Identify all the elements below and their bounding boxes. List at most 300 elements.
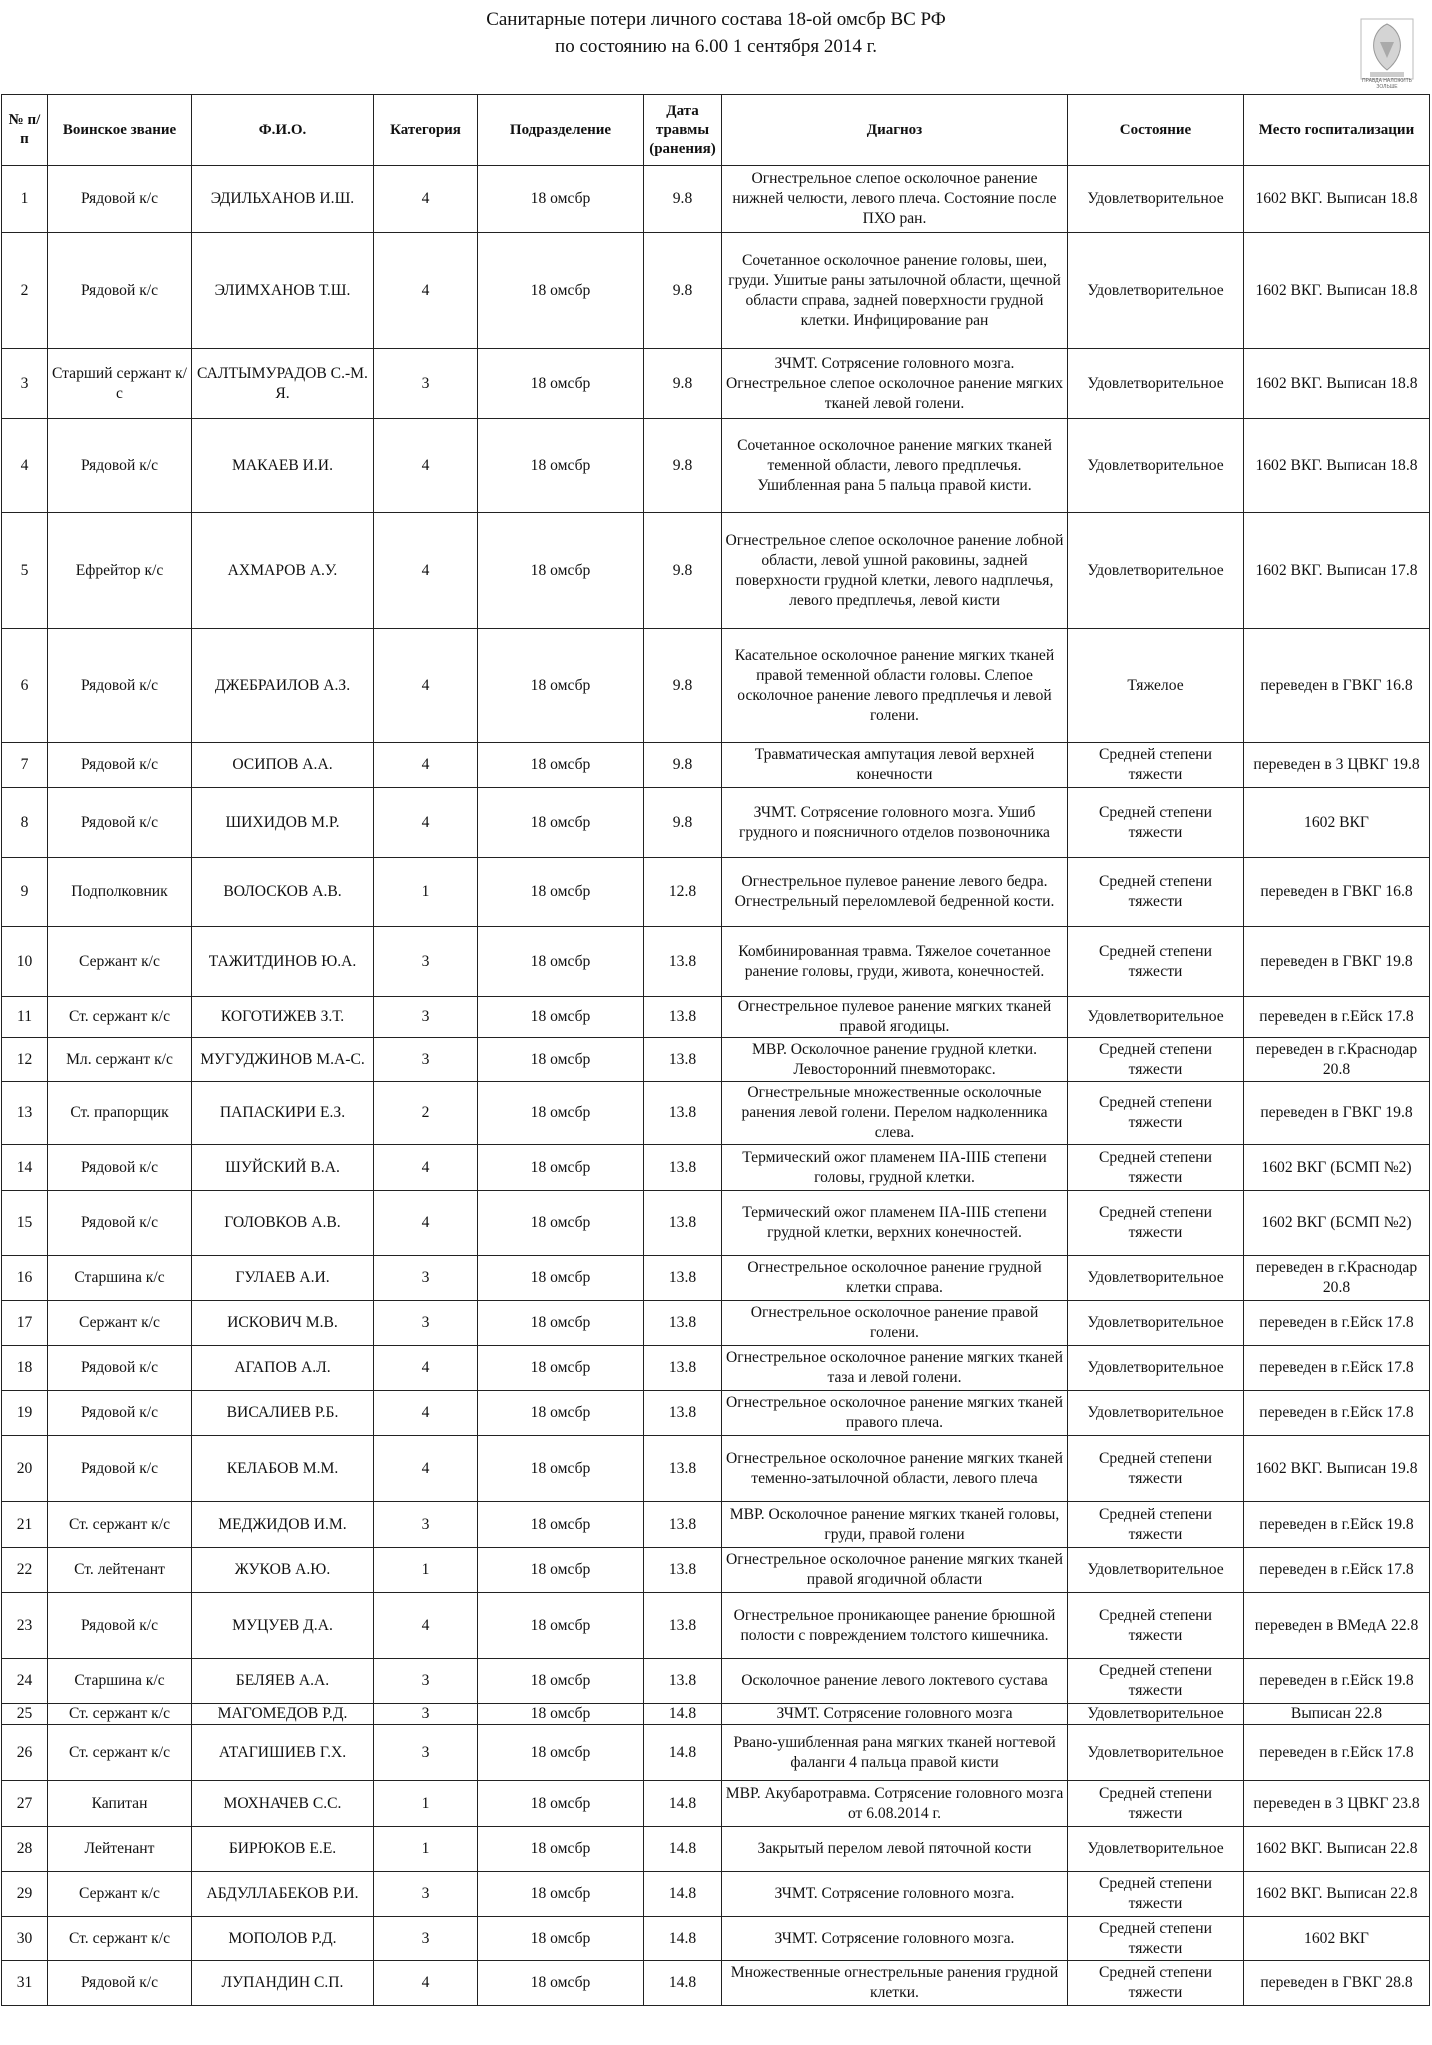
cell-diagnosis: Огнестрельное осколочное ранение мягких тканей теменно-затылочной области, левого плеча bbox=[722, 1436, 1068, 1502]
cell-date: 13.8 bbox=[644, 1502, 722, 1548]
cell-date: 9.8 bbox=[644, 629, 722, 743]
cell-diagnosis: Огнестрельное проникающее ранение брюшной полости с повреждением толстого кишечника. bbox=[722, 1593, 1068, 1659]
cell-date: 13.8 bbox=[644, 1082, 722, 1145]
cell-num: 10 bbox=[2, 927, 48, 997]
cell-diagnosis: Огнестрельное осколочное ранение мягких тканей правой ягодичной области bbox=[722, 1548, 1068, 1593]
cell-hospital: 1602 ВКГ. Выписан 18.8 bbox=[1244, 349, 1430, 419]
cell-date: 13.8 bbox=[644, 1145, 722, 1191]
cell-name: МАГОМЕДОВ Р.Д. bbox=[192, 1704, 374, 1725]
table-row bbox=[2, 349, 1430, 419]
col-header-diagnosis: Диагноз bbox=[722, 95, 1068, 166]
cell-name: ВОЛОСКОВ А.В. bbox=[192, 858, 374, 927]
cell-num: 26 bbox=[2, 1725, 48, 1781]
cell-hospital: переведен в 3 ЦВКГ 19.8 bbox=[1244, 743, 1430, 788]
cell-name: АХМАРОВ А.У. bbox=[192, 513, 374, 629]
col-header-num: № п/п bbox=[2, 95, 48, 166]
cell-unit: 18 омсбр bbox=[478, 1082, 644, 1145]
cell-condition: Тяжелое bbox=[1068, 629, 1244, 743]
cell-rank: Ст. сержант к/с bbox=[48, 1704, 192, 1725]
table-row bbox=[2, 1827, 1430, 1872]
cell-rank: Рядовой к/с bbox=[48, 1593, 192, 1659]
cell-date: 14.8 bbox=[644, 1917, 722, 1961]
cell-date: 13.8 bbox=[644, 1038, 722, 1082]
cell-condition: Удовлетворительное bbox=[1068, 997, 1244, 1038]
table-row bbox=[2, 788, 1430, 858]
cell-num: 11 bbox=[2, 997, 48, 1038]
cell-diagnosis: Рвано-ушибленная рана мягких тканей ногтевой фаланги 4 пальца правой кисти bbox=[722, 1725, 1068, 1781]
cell-name: БЕЛЯЕВ А.А. bbox=[192, 1659, 374, 1704]
cell-num: 19 bbox=[2, 1391, 48, 1436]
cell-name: КОГОТИЖЕВ З.Т. bbox=[192, 997, 374, 1038]
cell-diagnosis: Огнестрельное осколочное ранение мягких тканей таза и левой голени. bbox=[722, 1346, 1068, 1391]
table-row bbox=[2, 1038, 1430, 1082]
cell-name: МЕДЖИДОВ И.М. bbox=[192, 1502, 374, 1548]
cell-condition: Средней степени тяжести bbox=[1068, 858, 1244, 927]
table-row bbox=[2, 1391, 1430, 1436]
cell-hospital: переведен в г.Ейск 17.8 bbox=[1244, 1301, 1430, 1346]
cell-diagnosis: МВР. Осколочное ранение грудной клетки. Левосторонний пневмоторакс. bbox=[722, 1038, 1068, 1082]
cell-num: 1 bbox=[2, 166, 48, 233]
cell-condition: Удовлетворительное bbox=[1068, 1391, 1244, 1436]
table-row bbox=[2, 1659, 1430, 1704]
cell-diagnosis: Травматическая ампутация левой верхней конечности bbox=[722, 743, 1068, 788]
cell-unit: 18 омсбр bbox=[478, 1593, 644, 1659]
cell-hospital: 1602 ВКГ. Выписан 18.8 bbox=[1244, 233, 1430, 349]
cell-date: 13.8 bbox=[644, 1659, 722, 1704]
cell-condition: Удовлетворительное bbox=[1068, 349, 1244, 419]
cell-unit: 18 омсбр bbox=[478, 997, 644, 1038]
cell-hospital: переведен в г.Ейск 17.8 bbox=[1244, 1346, 1430, 1391]
cell-num: 15 bbox=[2, 1191, 48, 1256]
cell-hospital: переведен в ГВКГ 19.8 bbox=[1244, 927, 1430, 997]
cell-hospital: 1602 ВКГ (БСМП №2) bbox=[1244, 1145, 1430, 1191]
cell-hospital: переведен в г.Ейск 19.8 bbox=[1244, 1659, 1430, 1704]
cell-diagnosis: Огнестрельное пулевое ранение левого бедра. Огнестрельный переломлевой бедренной кости. bbox=[722, 858, 1068, 927]
table-row bbox=[2, 1082, 1430, 1145]
cell-num: 5 bbox=[2, 513, 48, 629]
table-row bbox=[2, 1256, 1430, 1301]
cell-unit: 18 омсбр bbox=[478, 858, 644, 927]
cell-rank: Ст. сержант к/с bbox=[48, 1725, 192, 1781]
cell-rank: Рядовой к/с bbox=[48, 788, 192, 858]
cell-unit: 18 омсбр bbox=[478, 927, 644, 997]
cell-condition: Средней степени тяжести bbox=[1068, 743, 1244, 788]
table-row bbox=[2, 1548, 1430, 1593]
table-row bbox=[2, 1145, 1430, 1191]
cell-date: 13.8 bbox=[644, 1593, 722, 1659]
cell-rank: Рядовой к/с bbox=[48, 1391, 192, 1436]
cell-date: 12.8 bbox=[644, 858, 722, 927]
cell-diagnosis: Множественные огнестрельные ранения грудной клетки. bbox=[722, 1961, 1068, 2006]
cell-diagnosis: Огнестрельное осколочное ранение мягких тканей правого плеча. bbox=[722, 1391, 1068, 1436]
cell-diagnosis: Сочетанное осколочное ранение мягких тканей теменной области, левого предплечья. Ушибленная рана 5 пальца правой кисти. bbox=[722, 419, 1068, 513]
cell-num: 25 bbox=[2, 1704, 48, 1725]
table-row bbox=[2, 1502, 1430, 1548]
cell-category: 3 bbox=[374, 349, 478, 419]
table-row bbox=[2, 858, 1430, 927]
cell-category: 1 bbox=[374, 858, 478, 927]
cell-num: 28 bbox=[2, 1827, 48, 1872]
cell-diagnosis: Огнестрельные множественные осколочные ранения левой голени. Перелом надколенника слева. bbox=[722, 1082, 1068, 1145]
cell-diagnosis: Осколочное ранение левого локтевого сустава bbox=[722, 1659, 1068, 1704]
cell-rank: Подполковник bbox=[48, 858, 192, 927]
cell-rank: Рядовой к/с bbox=[48, 419, 192, 513]
cell-unit: 18 омсбр bbox=[478, 1436, 644, 1502]
cell-condition: Средней степени тяжести bbox=[1068, 1917, 1244, 1961]
cell-diagnosis: Огнестрельное слепое осколочное ранение лобной области, левой ушной раковины, задней поверхности грудной клетки, левого надплечья, левого предплечья, левой кисти bbox=[722, 513, 1068, 629]
col-header-rank: Воинское звание bbox=[48, 95, 192, 166]
cell-unit: 18 омсбр bbox=[478, 513, 644, 629]
cell-num: 17 bbox=[2, 1301, 48, 1346]
cell-hospital: 1602 ВКГ. Выписан 22.8 bbox=[1244, 1827, 1430, 1872]
cell-rank: Сержант к/с bbox=[48, 927, 192, 997]
table-row bbox=[2, 1436, 1430, 1502]
casualties-table bbox=[1, 94, 1430, 2006]
cell-date: 14.8 bbox=[644, 1781, 722, 1827]
cell-hospital: переведен в г.Ейск 17.8 bbox=[1244, 1725, 1430, 1781]
cell-date: 13.8 bbox=[644, 1548, 722, 1593]
cell-unit: 18 омсбр bbox=[478, 1872, 644, 1917]
cell-name: ДЖЕБРАИЛОВ А.З. bbox=[192, 629, 374, 743]
cell-hospital: переведен в ГВКГ 19.8 bbox=[1244, 1082, 1430, 1145]
cell-diagnosis: Огнестрельное осколочное ранение правой голени. bbox=[722, 1301, 1068, 1346]
cell-rank: Рядовой к/с bbox=[48, 1145, 192, 1191]
cell-name: ТАЖИТДИНОВ Ю.А. bbox=[192, 927, 374, 997]
cell-condition: Средней степени тяжести bbox=[1068, 788, 1244, 858]
table-row bbox=[2, 1704, 1430, 1725]
cell-condition: Удовлетворительное bbox=[1068, 1256, 1244, 1301]
cell-category: 3 bbox=[374, 1301, 478, 1346]
cell-diagnosis: Комбинированная травма. Тяжелое сочетанное ранение головы, груди, живота, конечностей. bbox=[722, 927, 1068, 997]
cell-name: АТАГИШИЕВ Г.Х. bbox=[192, 1725, 374, 1781]
cell-hospital: переведен в ГВКГ 28.8 bbox=[1244, 1961, 1430, 2006]
cell-rank: Сержант к/с bbox=[48, 1301, 192, 1346]
cell-unit: 18 омсбр bbox=[478, 743, 644, 788]
cell-condition: Удовлетворительное bbox=[1068, 419, 1244, 513]
cell-unit: 18 омсбр bbox=[478, 1548, 644, 1593]
cell-diagnosis: Сочетанное осколочное ранение головы, шеи, груди. Ушитые раны затылочной области, щечной области справа, задней поверхности грудной клетки. Инфицирование ран bbox=[722, 233, 1068, 349]
cell-date: 13.8 bbox=[644, 1191, 722, 1256]
cell-condition: Средней степени тяжести bbox=[1068, 1659, 1244, 1704]
document-title bbox=[0, 6, 1432, 60]
cell-num: 21 bbox=[2, 1502, 48, 1548]
cell-rank: Лейтенант bbox=[48, 1827, 192, 1872]
cell-unit: 18 омсбр bbox=[478, 419, 644, 513]
cell-rank: Сержант к/с bbox=[48, 1872, 192, 1917]
cell-num: 3 bbox=[2, 349, 48, 419]
table-body bbox=[2, 166, 1430, 2006]
cell-condition: Удовлетворительное bbox=[1068, 1827, 1244, 1872]
cell-date: 14.8 bbox=[644, 1872, 722, 1917]
cell-hospital: 1602 ВКГ. Выписан 18.8 bbox=[1244, 419, 1430, 513]
cell-date: 13.8 bbox=[644, 1391, 722, 1436]
cell-hospital: переведен в г.Ейск 19.8 bbox=[1244, 1502, 1430, 1548]
cell-date: 13.8 bbox=[644, 1256, 722, 1301]
cell-rank: Ст. сержант к/с bbox=[48, 997, 192, 1038]
cell-unit: 18 омсбр bbox=[478, 1145, 644, 1191]
title-line-2: по состоянию на 6.00 1 сентября 2014 г. bbox=[555, 36, 877, 57]
cell-num: 27 bbox=[2, 1781, 48, 1827]
cell-condition: Средней степени тяжести bbox=[1068, 927, 1244, 997]
table-row bbox=[2, 1725, 1430, 1781]
cell-hospital: переведен в г.Краснодар 20.8 bbox=[1244, 1256, 1430, 1301]
cell-hospital: переведен в г.Краснодар 20.8 bbox=[1244, 1038, 1430, 1082]
cell-diagnosis: МВР. Осколочное ранение мягких тканей головы, груди, правой голени bbox=[722, 1502, 1068, 1548]
cell-diagnosis: ЗЧМТ. Сотрясение головного мозга. bbox=[722, 1872, 1068, 1917]
cell-name: КЕЛАБОВ М.М. bbox=[192, 1436, 374, 1502]
table-row bbox=[2, 1301, 1430, 1346]
col-header-condition: Состояние bbox=[1068, 95, 1244, 166]
cell-category: 4 bbox=[374, 233, 478, 349]
table-row bbox=[2, 1593, 1430, 1659]
cell-rank: Рядовой к/с bbox=[48, 743, 192, 788]
cell-name: ЭЛИМХАНОВ Т.Ш. bbox=[192, 233, 374, 349]
cell-num: 31 bbox=[2, 1961, 48, 2006]
cell-name: АБДУЛЛАБЕКОВ Р.И. bbox=[192, 1872, 374, 1917]
cell-rank: Ст. сержант к/с bbox=[48, 1917, 192, 1961]
cell-hospital: переведен в г.Ейск 17.8 bbox=[1244, 997, 1430, 1038]
cell-date: 9.8 bbox=[644, 788, 722, 858]
cell-condition: Средней степени тяжести bbox=[1068, 1593, 1244, 1659]
header-row bbox=[2, 95, 1430, 166]
cell-rank: Рядовой к/с bbox=[48, 233, 192, 349]
cell-diagnosis: ЗЧМТ. Сотрясение головного мозга bbox=[722, 1704, 1068, 1725]
cell-diagnosis: ЗЧМТ. Сотрясение головного мозга. bbox=[722, 1917, 1068, 1961]
cell-category: 3 bbox=[374, 1256, 478, 1301]
cell-num: 23 bbox=[2, 1593, 48, 1659]
cell-name: АГАПОВ А.Л. bbox=[192, 1346, 374, 1391]
cell-date: 13.8 bbox=[644, 927, 722, 997]
cell-unit: 18 омсбр bbox=[478, 1725, 644, 1781]
cell-category: 4 bbox=[374, 1145, 478, 1191]
cell-name: ВИСАЛИЕВ Р.Б. bbox=[192, 1391, 374, 1436]
cell-condition: Удовлетворительное bbox=[1068, 1548, 1244, 1593]
cell-diagnosis: Огнестрельное осколочное ранение грудной клетки справа. bbox=[722, 1256, 1068, 1301]
cell-hospital: переведен в ГВКГ 16.8 bbox=[1244, 858, 1430, 927]
table-row bbox=[2, 419, 1430, 513]
cell-category: 4 bbox=[374, 1391, 478, 1436]
cell-num: 12 bbox=[2, 1038, 48, 1082]
cell-date: 9.8 bbox=[644, 349, 722, 419]
cell-category: 3 bbox=[374, 927, 478, 997]
cell-date: 14.8 bbox=[644, 1725, 722, 1781]
cell-unit: 18 омсбр bbox=[478, 1502, 644, 1548]
cell-hospital: переведен в г.Ейск 17.8 bbox=[1244, 1391, 1430, 1436]
table-row bbox=[2, 1961, 1430, 2006]
cell-unit: 18 омсбр bbox=[478, 1704, 644, 1725]
cell-date: 13.8 bbox=[644, 1346, 722, 1391]
cell-unit: 18 омсбр bbox=[478, 1391, 644, 1436]
cell-num: 9 bbox=[2, 858, 48, 927]
cell-name: ЖУКОВ А.Ю. bbox=[192, 1548, 374, 1593]
cell-category: 2 bbox=[374, 1082, 478, 1145]
cell-condition: Удовлетворительное bbox=[1068, 513, 1244, 629]
cell-condition: Удовлетворительное bbox=[1068, 1704, 1244, 1725]
cell-date: 9.8 bbox=[644, 166, 722, 233]
cell-category: 4 bbox=[374, 1593, 478, 1659]
cell-condition: Средней степени тяжести bbox=[1068, 1145, 1244, 1191]
cell-category: 1 bbox=[374, 1827, 478, 1872]
cell-category: 3 bbox=[374, 1502, 478, 1548]
cell-num: 24 bbox=[2, 1659, 48, 1704]
cell-hospital: переведен в ГВКГ 16.8 bbox=[1244, 629, 1430, 743]
cell-category: 4 bbox=[374, 788, 478, 858]
cell-unit: 18 омсбр bbox=[478, 1346, 644, 1391]
cell-category: 3 bbox=[374, 1659, 478, 1704]
cell-date: 14.8 bbox=[644, 1704, 722, 1725]
cell-name: ГОЛОВКОВ А.В. bbox=[192, 1191, 374, 1256]
cell-date: 9.8 bbox=[644, 233, 722, 349]
col-header-unit: Подразделение bbox=[478, 95, 644, 166]
cell-num: 18 bbox=[2, 1346, 48, 1391]
cell-hospital: переведен в 3 ЦВКГ 23.8 bbox=[1244, 1781, 1430, 1827]
cell-category: 3 bbox=[374, 1872, 478, 1917]
cell-num: 2 bbox=[2, 233, 48, 349]
cell-category: 3 bbox=[374, 1704, 478, 1725]
cell-date: 13.8 bbox=[644, 1301, 722, 1346]
cell-unit: 18 омсбр bbox=[478, 629, 644, 743]
cell-date: 9.8 bbox=[644, 743, 722, 788]
cell-unit: 18 омсбр bbox=[478, 1191, 644, 1256]
cell-unit: 18 омсбр bbox=[478, 1781, 644, 1827]
cell-category: 4 bbox=[374, 1346, 478, 1391]
cell-category: 4 bbox=[374, 629, 478, 743]
cell-condition: Удовлетворительное bbox=[1068, 1346, 1244, 1391]
cell-num: 6 bbox=[2, 629, 48, 743]
cell-rank: Рядовой к/с bbox=[48, 1436, 192, 1502]
cell-rank: Старшина к/с bbox=[48, 1659, 192, 1704]
cell-condition: Средней степени тяжести bbox=[1068, 1961, 1244, 2006]
cell-name: ПАПАСКИРИ Е.З. bbox=[192, 1082, 374, 1145]
cell-unit: 18 омсбр bbox=[478, 788, 644, 858]
cell-name: ГУЛАЕВ А.И. bbox=[192, 1256, 374, 1301]
table-row bbox=[2, 743, 1430, 788]
cell-name: ШИХИДОВ М.Р. bbox=[192, 788, 374, 858]
cell-num: 14 bbox=[2, 1145, 48, 1191]
cell-category: 3 bbox=[374, 997, 478, 1038]
cell-hospital: 1602 ВКГ bbox=[1244, 1917, 1430, 1961]
cell-hospital: 1602 ВКГ. Выписан 18.8 bbox=[1244, 166, 1430, 233]
cell-diagnosis: МВР. Акубаротравма. Сотрясение головного мозга от 6.08.2014 г. bbox=[722, 1781, 1068, 1827]
cell-condition: Средней степени тяжести bbox=[1068, 1191, 1244, 1256]
cell-condition: Средней степени тяжести bbox=[1068, 1872, 1244, 1917]
cell-date: 14.8 bbox=[644, 1961, 722, 2006]
table-row bbox=[2, 1872, 1430, 1917]
cell-category: 3 bbox=[374, 1038, 478, 1082]
cell-name: ШУЙСКИЙ В.А. bbox=[192, 1145, 374, 1191]
cell-unit: 18 омсбр bbox=[478, 1301, 644, 1346]
cell-category: 3 bbox=[374, 1725, 478, 1781]
col-header-name: Ф.И.О. bbox=[192, 95, 374, 166]
cell-name: МОХНАЧЕВ С.С. bbox=[192, 1781, 374, 1827]
cell-num: 7 bbox=[2, 743, 48, 788]
table-row bbox=[2, 233, 1430, 349]
cell-rank: Рядовой к/с bbox=[48, 1191, 192, 1256]
cell-rank: Ефрейтор к/с bbox=[48, 513, 192, 629]
cell-condition: Средней степени тяжести bbox=[1068, 1436, 1244, 1502]
cell-unit: 18 омсбр bbox=[478, 1659, 644, 1704]
cell-category: 4 bbox=[374, 166, 478, 233]
cell-name: ОСИПОВ А.А. bbox=[192, 743, 374, 788]
table-row bbox=[2, 513, 1430, 629]
cell-date: 14.8 bbox=[644, 1827, 722, 1872]
cell-num: 13 bbox=[2, 1082, 48, 1145]
cell-hospital: Выписан 22.8 bbox=[1244, 1704, 1430, 1725]
cell-diagnosis: Термический ожог пламенем IIA-IIIБ степени головы, грудной клетки. bbox=[722, 1145, 1068, 1191]
cell-name: САЛТЫМУРАДОВ С.-М. Я. bbox=[192, 349, 374, 419]
cell-hospital: переведен в ВМедА 22.8 bbox=[1244, 1593, 1430, 1659]
cell-rank: Ст. лейтенант bbox=[48, 1548, 192, 1593]
cell-category: 1 bbox=[374, 1548, 478, 1593]
cell-category: 4 bbox=[374, 743, 478, 788]
cell-condition: Средней степени тяжести bbox=[1068, 1781, 1244, 1827]
col-header-date: Дата травмы (ранения) bbox=[644, 95, 722, 166]
cell-hospital: 1602 ВКГ bbox=[1244, 788, 1430, 858]
table-row bbox=[2, 1917, 1430, 1961]
table-row bbox=[2, 1781, 1430, 1827]
cell-unit: 18 омсбр bbox=[478, 1038, 644, 1082]
cell-num: 22 bbox=[2, 1548, 48, 1593]
cell-unit: 18 омсбр bbox=[478, 233, 644, 349]
cell-diagnosis: Огнестрельное пулевое ранение мягких тканей правой ягодицы. bbox=[722, 997, 1068, 1038]
emblem-caption: ПРАВДА НАЛОЖИТЬ ЗОЛЬШЕ bbox=[1362, 78, 1412, 90]
cell-hospital: переведен в г.Ейск 17.8 bbox=[1244, 1548, 1430, 1593]
cell-condition: Средней степени тяжести bbox=[1068, 1082, 1244, 1145]
cell-name: ЭДИЛЬХАНОВ И.Ш. bbox=[192, 166, 374, 233]
cell-num: 4 bbox=[2, 419, 48, 513]
cell-rank: Старший сержант к/с bbox=[48, 349, 192, 419]
cell-name: МАКАЕВ И.И. bbox=[192, 419, 374, 513]
table-row bbox=[2, 629, 1430, 743]
cell-category: 4 bbox=[374, 1961, 478, 2006]
col-header-hospital: Место госпитализации bbox=[1244, 95, 1430, 166]
cell-diagnosis: Закрытый перелом левой пяточной кости bbox=[722, 1827, 1068, 1872]
cell-diagnosis: Термический ожог пламенем IIA-IIIБ степени грудной клетки, верхних конечностей. bbox=[722, 1191, 1068, 1256]
cell-unit: 18 омсбр bbox=[478, 1961, 644, 2006]
cell-condition: Средней степени тяжести bbox=[1068, 1038, 1244, 1082]
cell-date: 9.8 bbox=[644, 513, 722, 629]
cell-num: 8 bbox=[2, 788, 48, 858]
cell-name: МОПОЛОВ Р.Д. bbox=[192, 1917, 374, 1961]
cell-category: 4 bbox=[374, 513, 478, 629]
cell-category: 3 bbox=[374, 1917, 478, 1961]
cell-num: 30 bbox=[2, 1917, 48, 1961]
cell-category: 4 bbox=[374, 1436, 478, 1502]
cell-rank: Старшина к/с bbox=[48, 1256, 192, 1301]
cell-date: 9.8 bbox=[644, 419, 722, 513]
cell-rank: Рядовой к/с bbox=[48, 166, 192, 233]
cell-unit: 18 омсбр bbox=[478, 1827, 644, 1872]
table-row bbox=[2, 1191, 1430, 1256]
cell-condition: Средней степени тяжести bbox=[1068, 1502, 1244, 1548]
cell-rank: Капитан bbox=[48, 1781, 192, 1827]
title-line-1: Санитарные потери личного состава 18-ой омсбр ВС РФ bbox=[486, 9, 946, 30]
cell-category: 4 bbox=[374, 1191, 478, 1256]
cell-condition: Удовлетворительное bbox=[1068, 1301, 1244, 1346]
cell-diagnosis: Огнестрельное слепое осколочное ранение нижней челюсти, левого плеча. Состояние после ПХО ран. bbox=[722, 166, 1068, 233]
cell-hospital: 1602 ВКГ. Выписан 22.8 bbox=[1244, 1872, 1430, 1917]
table-row bbox=[2, 927, 1430, 997]
cell-condition: Удовлетворительное bbox=[1068, 1725, 1244, 1781]
table-row bbox=[2, 1346, 1430, 1391]
cell-num: 16 bbox=[2, 1256, 48, 1301]
cell-date: 13.8 bbox=[644, 1436, 722, 1502]
cell-hospital: 1602 ВКГ. Выписан 17.8 bbox=[1244, 513, 1430, 629]
cell-diagnosis: Касательное осколочное ранение мягких тканей правой теменной области головы. Слепое осколочное ранение левого предплечья и левой голени. bbox=[722, 629, 1068, 743]
cell-name: МУГУДЖИНОВ М.А-С. bbox=[192, 1038, 374, 1082]
cell-diagnosis: ЗЧМТ. Сотрясение головного мозга. Ушиб грудного и поясничного отделов позвоночника bbox=[722, 788, 1068, 858]
cell-unit: 18 омсбр bbox=[478, 166, 644, 233]
